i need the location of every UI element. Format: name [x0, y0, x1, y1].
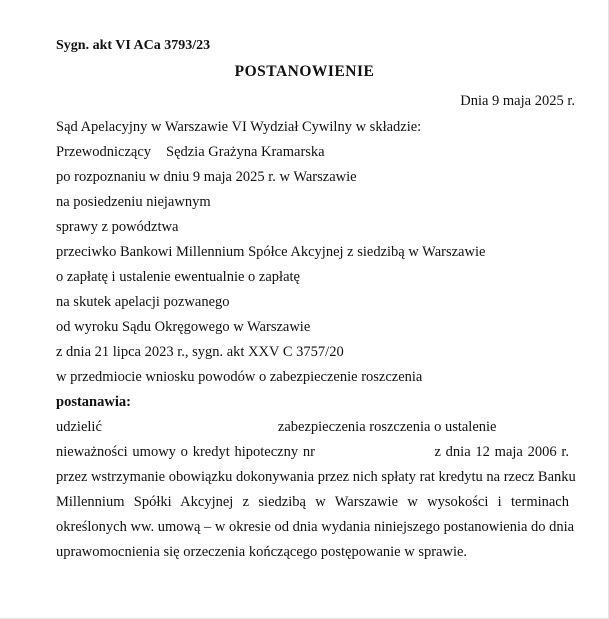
decision-text: nieważności umowy o kredyt hipoteczny nr [56, 444, 315, 460]
text-line: po rozpoznaniu w dniu 9 maja 2025 r. w Warszawie [56, 169, 357, 185]
text-line: na posiedzeniu niejawnym [56, 194, 211, 210]
court-composition: Sąd Apelacyjny w Warszawie VI Wydział Cywilny w składzie: [56, 119, 422, 135]
decision-label: postanawia: [56, 394, 131, 410]
decision-line-6: uprawomocnienia się orzeczenia kończącego postępowanie w sprawie. [56, 544, 468, 560]
decision-text: zabezpieczenia roszczenia o ustalenie [277, 419, 497, 435]
text-line: przeciwko Bankowi Millennium Spółce Akcyjnej z siedzibą w Warszawie [56, 244, 486, 260]
text-line: na skutek apelacji pozwanego [56, 294, 230, 310]
presiding-role: Przewodniczący [56, 144, 152, 160]
decision-line-1 [56, 418, 496, 436]
decision-line-5: określonych ww. umową – w okresie od dnia wydania niniejszego postanowienia do dnia [56, 519, 575, 535]
text-line: o zapłatę i ustalenie ewentualnie o zapłatę [56, 269, 300, 285]
text-line: z dnia 21 lipca 2023 r., sygn. akt XXV C 3757/20 [56, 344, 344, 360]
text-line: sprawy z powództwa [56, 219, 179, 235]
document-date: Dnia 9 maja 2025 r. [460, 93, 575, 109]
presiding-name: Sędzia Grażyna Kramarska [166, 144, 325, 160]
decision-line-3: przez wstrzymanie obowiązku dokonywania przez nich spłaty rat kredytu na rzecz Banku [56, 469, 576, 485]
case-signature: Sygn. akt VI ACa 3793/23 [56, 38, 211, 53]
text-line: od wyroku Sądu Okręgowego w Warszawie [56, 319, 311, 335]
decision-text: udzielić [56, 419, 102, 435]
text-line: w przedmiocie wniosku powodów o zabezpieczenie roszczenia [56, 369, 423, 385]
decision-line-2 [56, 443, 569, 461]
document-title: POSTANOWIENIE [234, 63, 375, 80]
presiding-judge-line [56, 143, 325, 161]
decision-text: z dnia 12 maja 2006 r. [434, 444, 570, 460]
decision-line-4: Millennium Spółki Akcyjnej z siedzibą w Warszawie w wysokości i terminach [56, 494, 569, 510]
